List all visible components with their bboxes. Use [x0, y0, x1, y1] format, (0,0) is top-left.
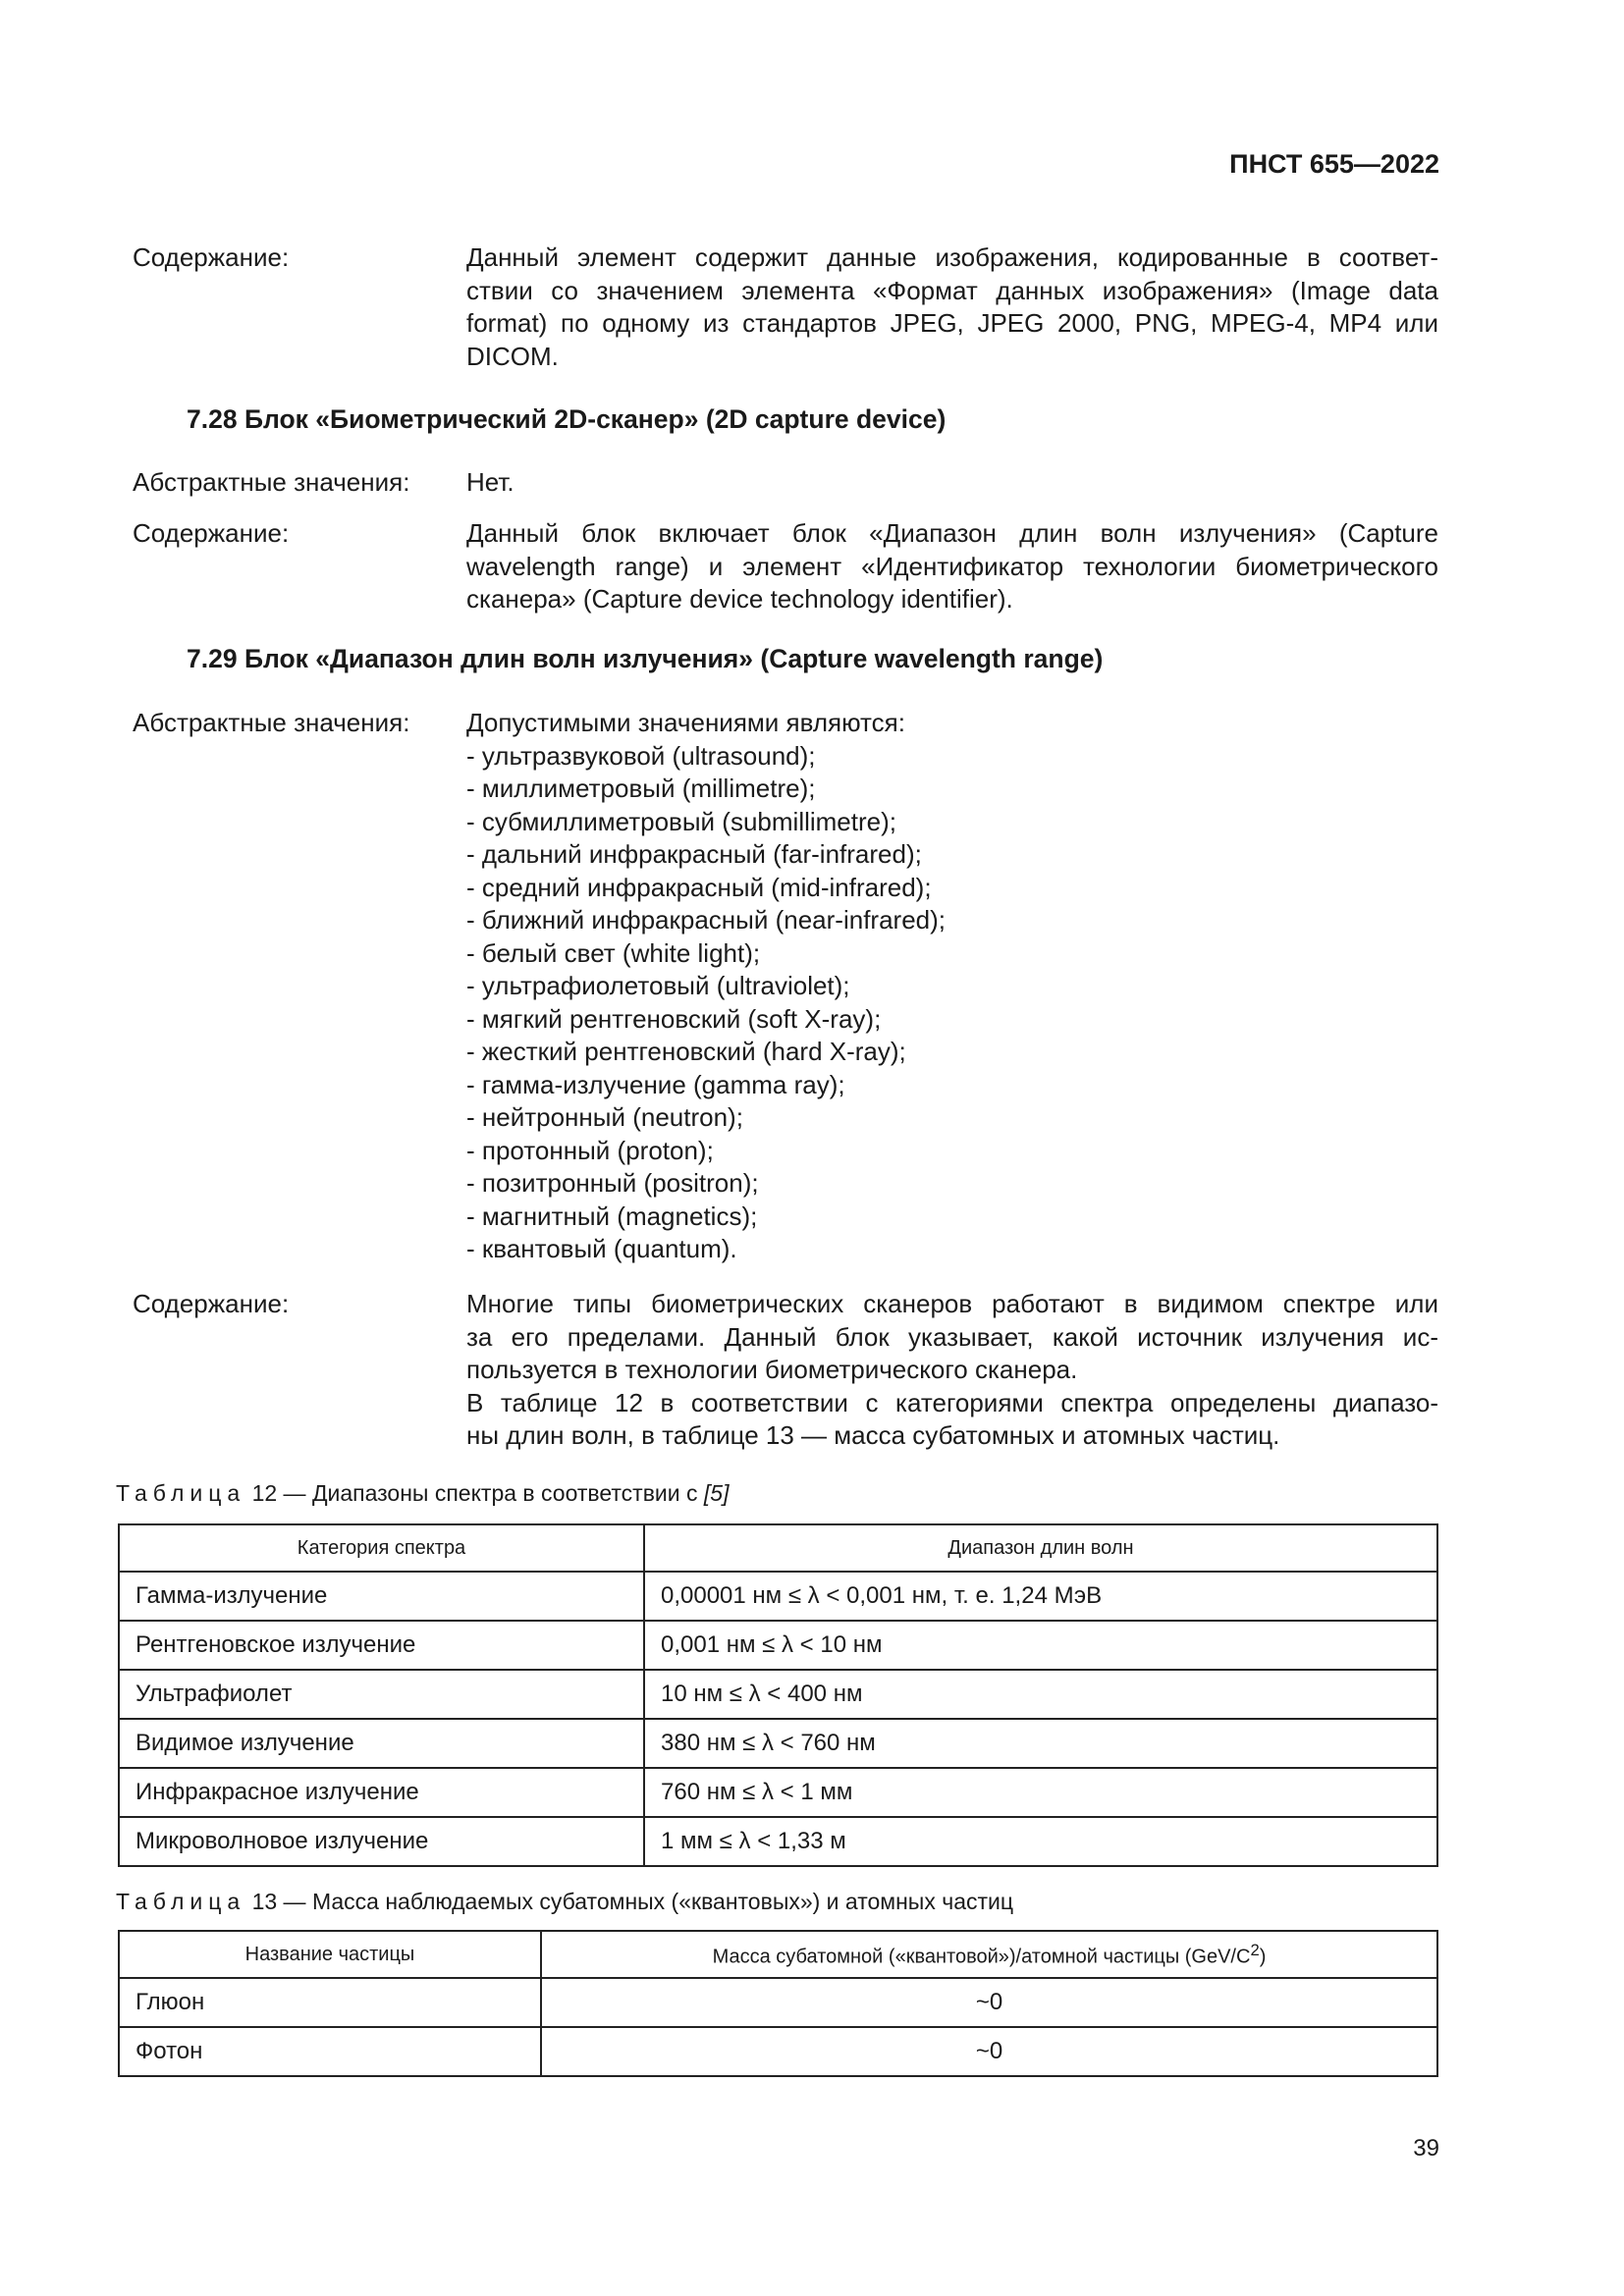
table-row: [119, 1670, 1437, 1719]
content-label: Содержание:: [133, 242, 290, 272]
text-line: ны длин волн, в таблице 13 — масса субатомных и атомных частиц.: [466, 1420, 1280, 1450]
list-item: - гамма-излучение (gamma ray);: [466, 1069, 845, 1099]
intro-block: [133, 241, 1438, 373]
table-cell: 760 нм ≤ λ < 1 мм: [644, 1768, 1437, 1817]
section-7-28-title: 7.28 Блок «Биометрический 2D-сканер» (2D capture device): [187, 404, 947, 434]
column-header: [541, 1931, 1437, 1978]
content-label: Содержание:: [133, 518, 290, 548]
table-cell: Видимое излучение: [119, 1719, 644, 1768]
abstract-value: Нет.: [466, 467, 514, 497]
table-cell: Микроволновое излучение: [119, 1817, 644, 1866]
table-row: [119, 1719, 1437, 1768]
text-line: пользуется в технологии биометрического сканера.: [466, 1355, 1078, 1384]
content-label: Содержание:: [133, 1289, 290, 1318]
table-cell: ~0: [541, 1978, 1437, 2027]
table-cell: Глюон: [119, 1978, 541, 2027]
list-item: - субмиллиметровый (submillimetre);: [466, 806, 896, 836]
list-item: - средний инфракрасный (mid-infrared);: [466, 872, 932, 902]
header-text: Масса субатомной («квантовой»)/атомной частицы (GeV/C: [712, 1946, 1251, 1968]
table-cell: 1 мм ≤ λ < 1,33 м: [644, 1817, 1437, 1866]
abstract-label: Абстрактные значения:: [133, 708, 410, 737]
document-header: ПНСТ 655—2022: [1229, 149, 1439, 179]
table-header-row: [119, 1524, 1437, 1572]
caption-text: 12 — Диапазоны спектра в соответствии с: [251, 1480, 704, 1506]
column-header: Диапазон длин волн: [644, 1524, 1437, 1572]
table-12: [118, 1523, 1438, 1867]
content-text: [466, 1288, 1438, 1453]
column-header: Название частицы: [119, 1931, 541, 1978]
table-row: [119, 1621, 1437, 1670]
text-line: В таблице 12 в соответствии с категориями спектра определены диапазо-: [466, 1387, 1438, 1417]
section-7-28-content: [133, 517, 1438, 616]
list-item: Допустимыми значениями являются:: [466, 708, 905, 737]
table-row: [119, 1768, 1437, 1817]
table-word: Таблица: [116, 1889, 246, 1914]
table-row: [119, 2027, 1437, 2076]
table-cell: Инфракрасное излучение: [119, 1768, 644, 1817]
list-item: - ультразвуковой (ultrasound);: [466, 740, 816, 771]
table-word: Таблица: [116, 1480, 246, 1506]
table-12-caption: [116, 1480, 729, 1507]
table-row: [119, 1817, 1437, 1866]
list-item: - мягкий рентгеновский (soft X-ray);: [466, 1003, 882, 1034]
text-line: wavelength range) и элемент «Идентификатор технологии биометрического: [466, 551, 1438, 581]
list-item: - квантовый (quantum).: [466, 1234, 737, 1263]
table-row: [119, 1572, 1437, 1621]
table-13: [118, 1930, 1438, 2077]
list-item: - магнитный (magnetics);: [466, 1201, 758, 1231]
section-7-28-abstract: [133, 466, 1438, 500]
caption-text: 13 — Масса наблюдаемых субатомных («квантовых») и атомных частиц: [251, 1889, 1014, 1914]
text-line: сканера» (Capture device technology identifier).: [466, 584, 1013, 614]
table-13-caption: [116, 1889, 1013, 1915]
list-item: - ближний инфракрасный (near-infrared);: [466, 905, 946, 934]
list-item: - позитронный (positron);: [466, 1168, 759, 1198]
list-item: - дальний инфракрасный (far-infrared);: [466, 839, 922, 869]
content-text: [466, 517, 1438, 616]
text-line: Данный элемент содержит данные изображения, кодированные в соответ-: [466, 242, 1438, 272]
list-item: - жесткий рентгеновский (hard X-ray);: [466, 1037, 906, 1066]
list-item: - белый свет (white light);: [466, 937, 761, 968]
section-7-29-content: [133, 1288, 1438, 1453]
table-cell: Рентгеновское излучение: [119, 1621, 644, 1670]
text-line: за его пределами. Данный блок указывает, какой источник излучения ис-: [466, 1321, 1438, 1352]
list-item: - ультрафиолетовый (ultraviolet);: [466, 971, 850, 1000]
superscript: 2: [1250, 1940, 1260, 1959]
column-header: Категория спектра: [119, 1524, 644, 1572]
table-header-row: [119, 1931, 1437, 1978]
text-line: format) по одному из стандартов JPEG, JPEG 2000, PNG, MPEG-4, MP4 или: [466, 308, 1438, 338]
table-cell: ~0: [541, 2027, 1437, 2076]
text-line: ствии со значением элемента «Формат данных изображения» (Image data: [466, 275, 1438, 305]
list-item: - протонный (proton);: [466, 1135, 714, 1165]
intro-text: [466, 241, 1438, 373]
table-cell: 380 нм ≤ λ < 760 нм: [644, 1719, 1437, 1768]
text-line: Данный блок включает блок «Диапазон длин волн излучения» (Capture: [466, 518, 1438, 548]
abstract-label: Абстрактные значения:: [133, 467, 410, 497]
wavelength-list: [466, 707, 1438, 1266]
list-item: - миллиметровый (millimetre);: [466, 774, 816, 803]
table-cell: 0,001 нм ≤ λ < 10 нм: [644, 1621, 1437, 1670]
list-item: - нейтронный (neutron);: [466, 1102, 743, 1132]
table-cell: Ультрафиолет: [119, 1670, 644, 1719]
table-cell: Гамма-излучение: [119, 1572, 644, 1621]
section-7-29-title: 7.29 Блок «Диапазон длин волн излучения» (Capture wavelength range): [187, 644, 1104, 673]
table-cell: 10 нм ≤ λ < 400 нм: [644, 1670, 1437, 1719]
table-cell: Фотон: [119, 2027, 541, 2076]
page-number: 39: [1413, 2135, 1439, 2162]
table-row: [119, 1978, 1437, 2027]
section-7-29-abstract: [133, 707, 1438, 1266]
reference-link: [5]: [703, 1480, 730, 1506]
text-line: Многие типы биометрических сканеров работают в видимом спектре или: [466, 1289, 1438, 1318]
header-text: ): [1259, 1946, 1267, 1968]
table-cell: 0,00001 нм ≤ λ < 0,001 нм, т. е. 1,24 МэВ: [644, 1572, 1437, 1621]
text-line: DICOM.: [466, 341, 559, 371]
